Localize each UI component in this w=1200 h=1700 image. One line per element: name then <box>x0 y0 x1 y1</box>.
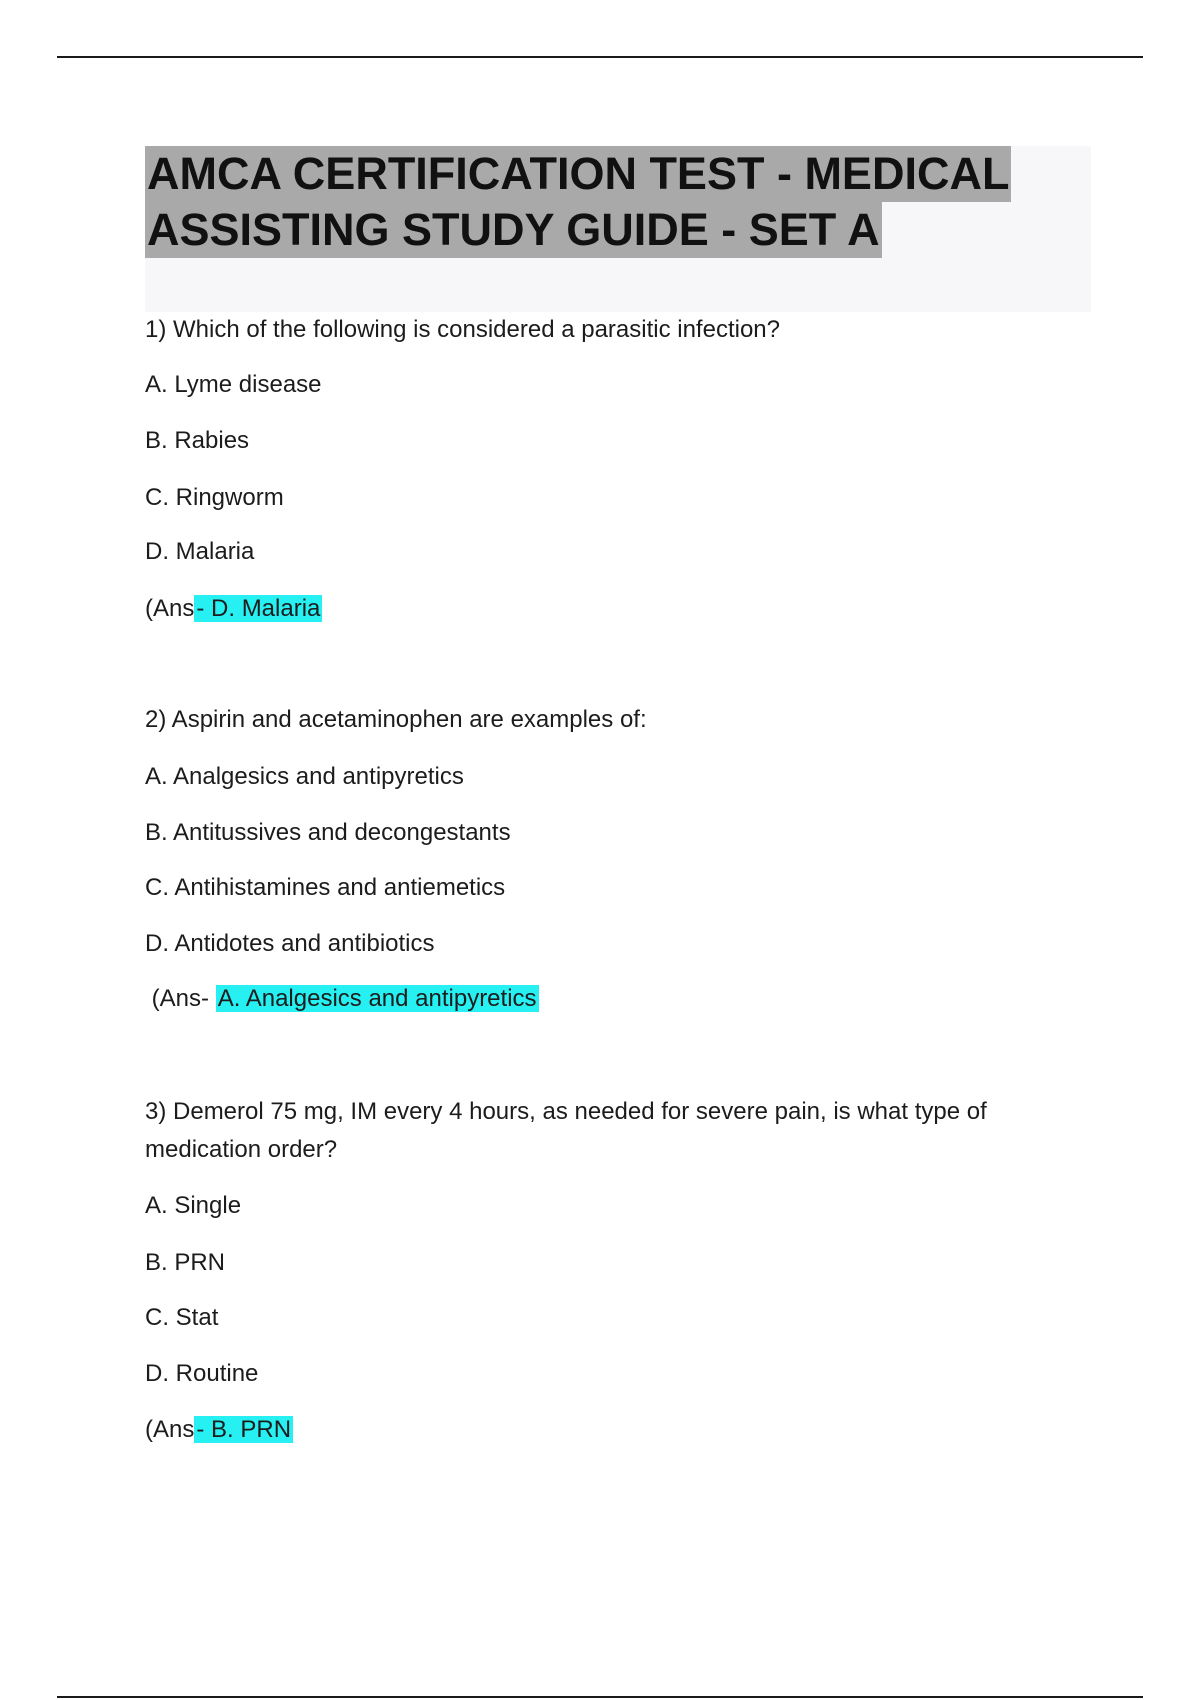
question-1-text: 1) Which of the following is considered a parasitic infection? <box>145 316 780 343</box>
question-1-option-d: D. Malaria <box>145 538 255 565</box>
question-2-text: 2) Aspirin and acetaminophen are examples of: <box>145 706 647 733</box>
question-1-option-a: A. Lyme disease <box>145 371 322 398</box>
question-3-option-c: C. Stat <box>145 1304 219 1331</box>
question-2-option-c: C. Antihistamines and antiemetics <box>145 874 506 901</box>
question-2-option-b: B. Antitussives and decongestants <box>145 819 511 846</box>
question-3-text: 3) Demerol 75 mg, IM every 4 hours, as needed for severe pain, is what type of medication order? <box>145 1098 987 1163</box>
highlighted-answer: - D. Malaria <box>196 595 321 622</box>
question-3-option-a: A. Single <box>145 1192 242 1219</box>
answer-prefix: (Ans- <box>145 985 216 1012</box>
question-3-option-d: D. Routine <box>145 1360 259 1387</box>
title-block <box>145 146 1091 312</box>
question-3-answer <box>145 1413 293 1447</box>
answer-prefix: (Ans <box>145 1416 195 1443</box>
highlighted-answer: - B. PRN <box>196 1416 292 1443</box>
footer-rule <box>57 1696 1143 1698</box>
question-1-answer <box>145 592 322 626</box>
question-1-option-b: B. Rabies <box>145 427 250 454</box>
question-1-option-c: C. Ringworm <box>145 484 284 511</box>
question-2-option-d: D. Antidotes and antibiotics <box>145 930 435 957</box>
answer-prefix: (Ans <box>145 595 195 622</box>
document-title-line-1: AMCA CERTIFICATION TEST - MEDICAL <box>145 146 1011 202</box>
question-2-answer <box>145 982 539 1016</box>
document-title-line-2: ASSISTING STUDY GUIDE - SET A <box>145 202 882 258</box>
question-2-option-a: A. Analgesics and antipyretics <box>145 763 464 790</box>
highlighted-answer: A. Analgesics and antipyretics <box>217 985 537 1012</box>
header-rule <box>57 56 1143 58</box>
question-3-option-b: B. PRN <box>145 1249 226 1276</box>
